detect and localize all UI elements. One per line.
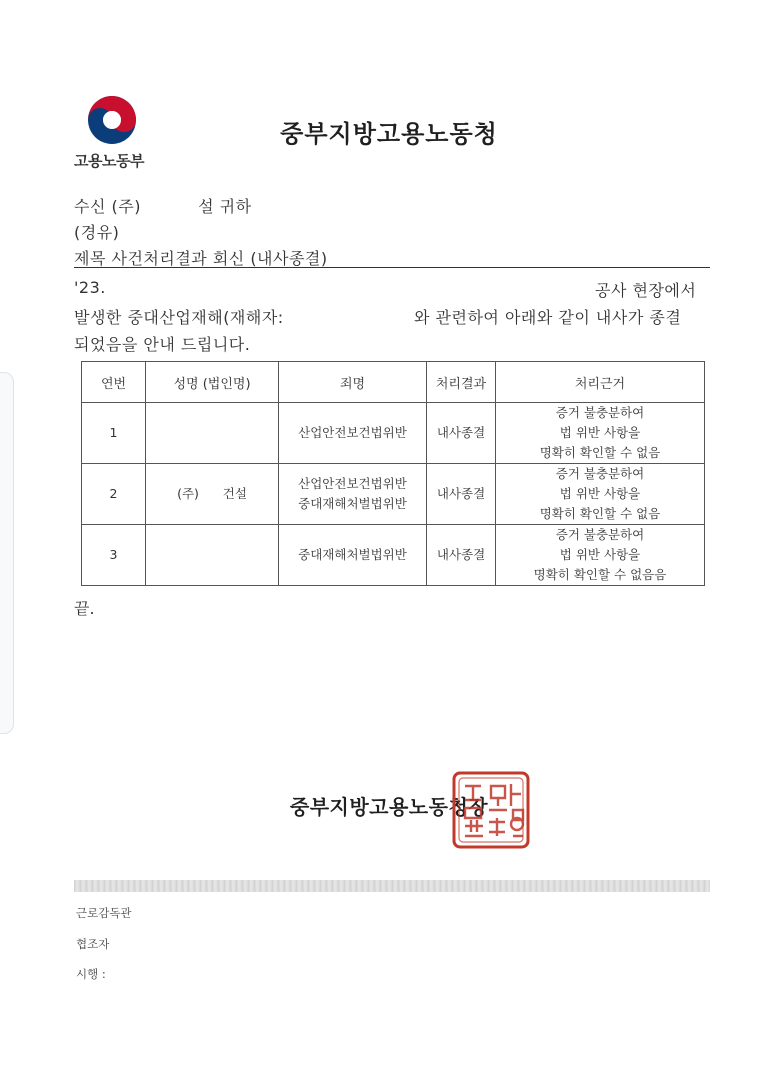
agency-title: 중부지방고용노동청 [280,120,498,148]
header-result: 처리결과 [427,362,496,403]
footer-enforcement: 시행 : [76,967,106,981]
charge-line: 산업안전보건법위반 [298,425,407,440]
footer-divider [74,880,710,892]
subject-field: 제목 사건처리결과 회신 (내사종결) [74,249,328,268]
basis-line: 증거 불충분하여 [555,405,645,420]
receiver-suffix: 설 귀하 [198,197,252,216]
basis-line: 법 위반 사항을 [559,486,641,501]
basis-line: 법 위반 사항을 [559,425,641,440]
row-basis [496,464,705,525]
footer-inspector: 근로감독관 [76,906,132,920]
official-seal-icon [451,770,531,850]
header-divider [74,267,710,268]
header-basis: 처리근거 [496,362,705,403]
receiver-field [74,194,252,217]
row-result: 내사종결 [427,464,496,525]
table-row [82,525,705,586]
body-line2-prefix: 발생한 중대산업재해(재해자: [74,308,284,327]
row-charges [279,464,427,525]
side-panel-tab[interactable] [0,372,14,734]
issuer-signature: 중부지방고용노동청장 [289,795,489,819]
row-result: 내사종결 [427,403,496,464]
basis-line: 증거 불충분하여 [555,527,645,542]
row-result: 내사종결 [427,525,496,586]
basis-line: 법 위반 사항을 [559,547,641,562]
end-mark: 끝. [74,599,95,618]
receiver-label: 수신 (주) [74,197,141,216]
row-no: 1 [82,403,146,464]
header-charge: 죄명 [279,362,427,403]
ministry-logo-label: 고용노동부 [74,152,144,170]
basis-line: 명확히 확인할 수 없음음 [533,567,667,582]
row-charges [279,525,427,586]
case-results-table [81,361,705,586]
row-basis [496,403,705,464]
row-no: 2 [82,464,146,525]
footer-collaborator: 협조자 [76,937,110,951]
row-no: 3 [82,525,146,586]
basis-line: 명확히 확인할 수 없음 [539,506,661,521]
table-row [82,403,705,464]
header-name: 성명 (법인명) [146,362,279,403]
row-charges [279,403,427,464]
charge-line: 중대재해처벌법위반 [298,496,407,511]
body-line2-suffix: 와 관련하여 아래와 같이 내사가 종결 [414,308,682,327]
basis-line: 증거 불충분하여 [555,466,645,481]
row-name [146,525,279,586]
via-field: (경유) [74,223,120,242]
row-basis [496,525,705,586]
row-name: (주) 건설 [146,464,279,525]
table-header-row [82,362,705,403]
header-no: 연번 [82,362,146,403]
body-line3: 되었음을 안내 드립니다. [74,335,251,354]
table-row [82,464,705,525]
row-name [146,403,279,464]
basis-line: 명확히 확인할 수 없음 [539,445,661,460]
body-line1-suffix: 공사 현장에서 [595,281,697,300]
charge-line: 산업안전보건법위반 [298,476,407,491]
charge-line: 중대재해처벌법위반 [298,547,407,562]
body-line1-prefix: '23. [74,278,106,297]
